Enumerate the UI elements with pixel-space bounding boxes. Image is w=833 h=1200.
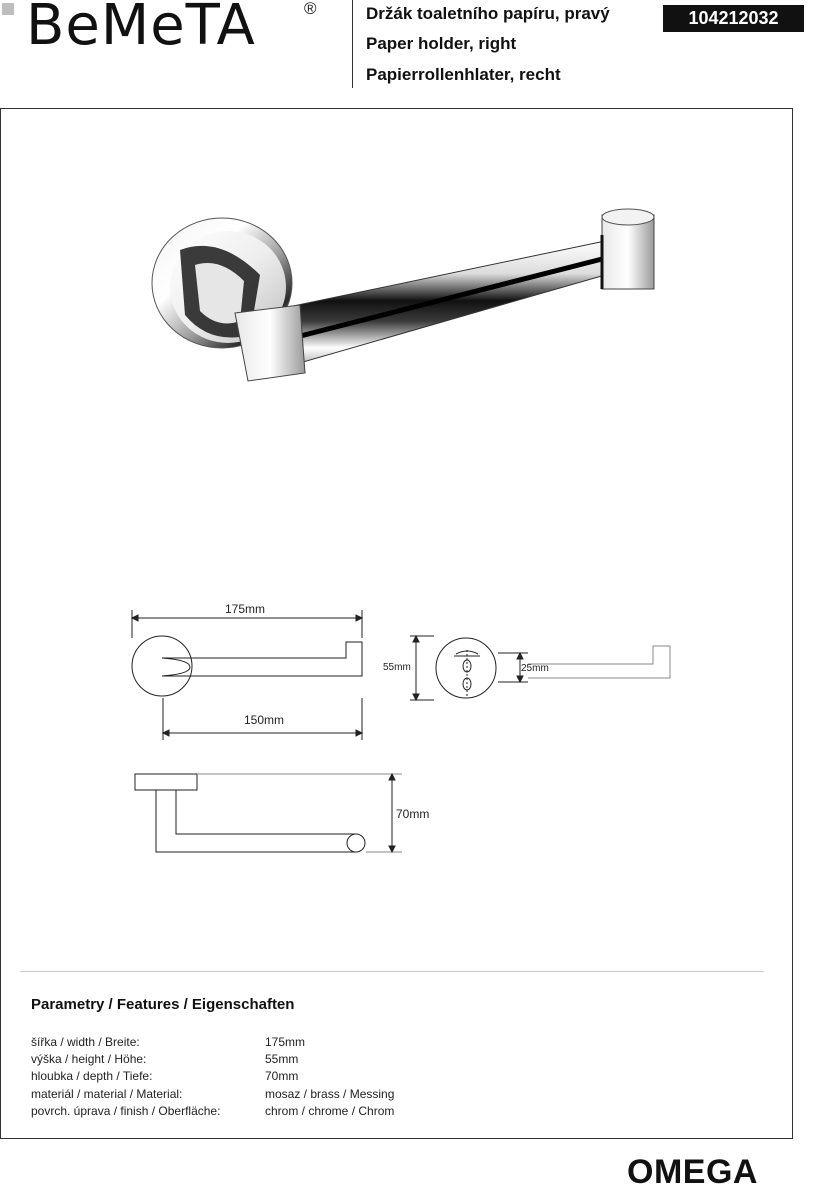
title-german: Papierrollenhlater, recht <box>366 65 561 84</box>
top-view-drawing <box>130 768 410 858</box>
param-value: mosaz / brass / Messing <box>265 1087 395 1101</box>
param-label: hloubka / depth / Tiefe: <box>31 1069 153 1083</box>
header-divider <box>352 0 353 88</box>
product-code-badge: 104212032 <box>663 5 804 32</box>
param-value: 70mm <box>265 1069 299 1083</box>
side-height-label: 55mm <box>383 662 411 673</box>
front-inner-label: 150mm <box>244 713 285 727</box>
param-label: povrch. úprava / finish / Oberfläche: <box>31 1104 221 1118</box>
param-label: materiál / material / Material: <box>31 1087 183 1101</box>
top-depth-label: 70mm <box>396 807 430 821</box>
registered-mark: ® <box>304 0 317 18</box>
title-english: Paper holder, right <box>366 34 517 53</box>
param-value: 175mm <box>265 1035 306 1049</box>
params-heading: Parametry / Features / Eigenschaften <box>31 996 295 1013</box>
side-hole-label: 25mm <box>521 663 549 674</box>
title-czech: Držák toaletního papíru, pravý <box>366 4 610 23</box>
front-width-label: 175mm <box>225 602 266 616</box>
brand-logo: BeMeTA <box>26 0 256 58</box>
series-name: OMEGA <box>627 1153 758 1191</box>
logo-mark <box>2 3 14 15</box>
param-label: výška / height / Höhe: <box>31 1052 147 1066</box>
param-label: šířka / width / Breite: <box>31 1035 140 1049</box>
product-photo <box>140 195 670 395</box>
param-value: chrom / chrome / Chrom <box>265 1104 395 1118</box>
param-value: 55mm <box>265 1052 299 1066</box>
params-divider <box>20 971 764 972</box>
